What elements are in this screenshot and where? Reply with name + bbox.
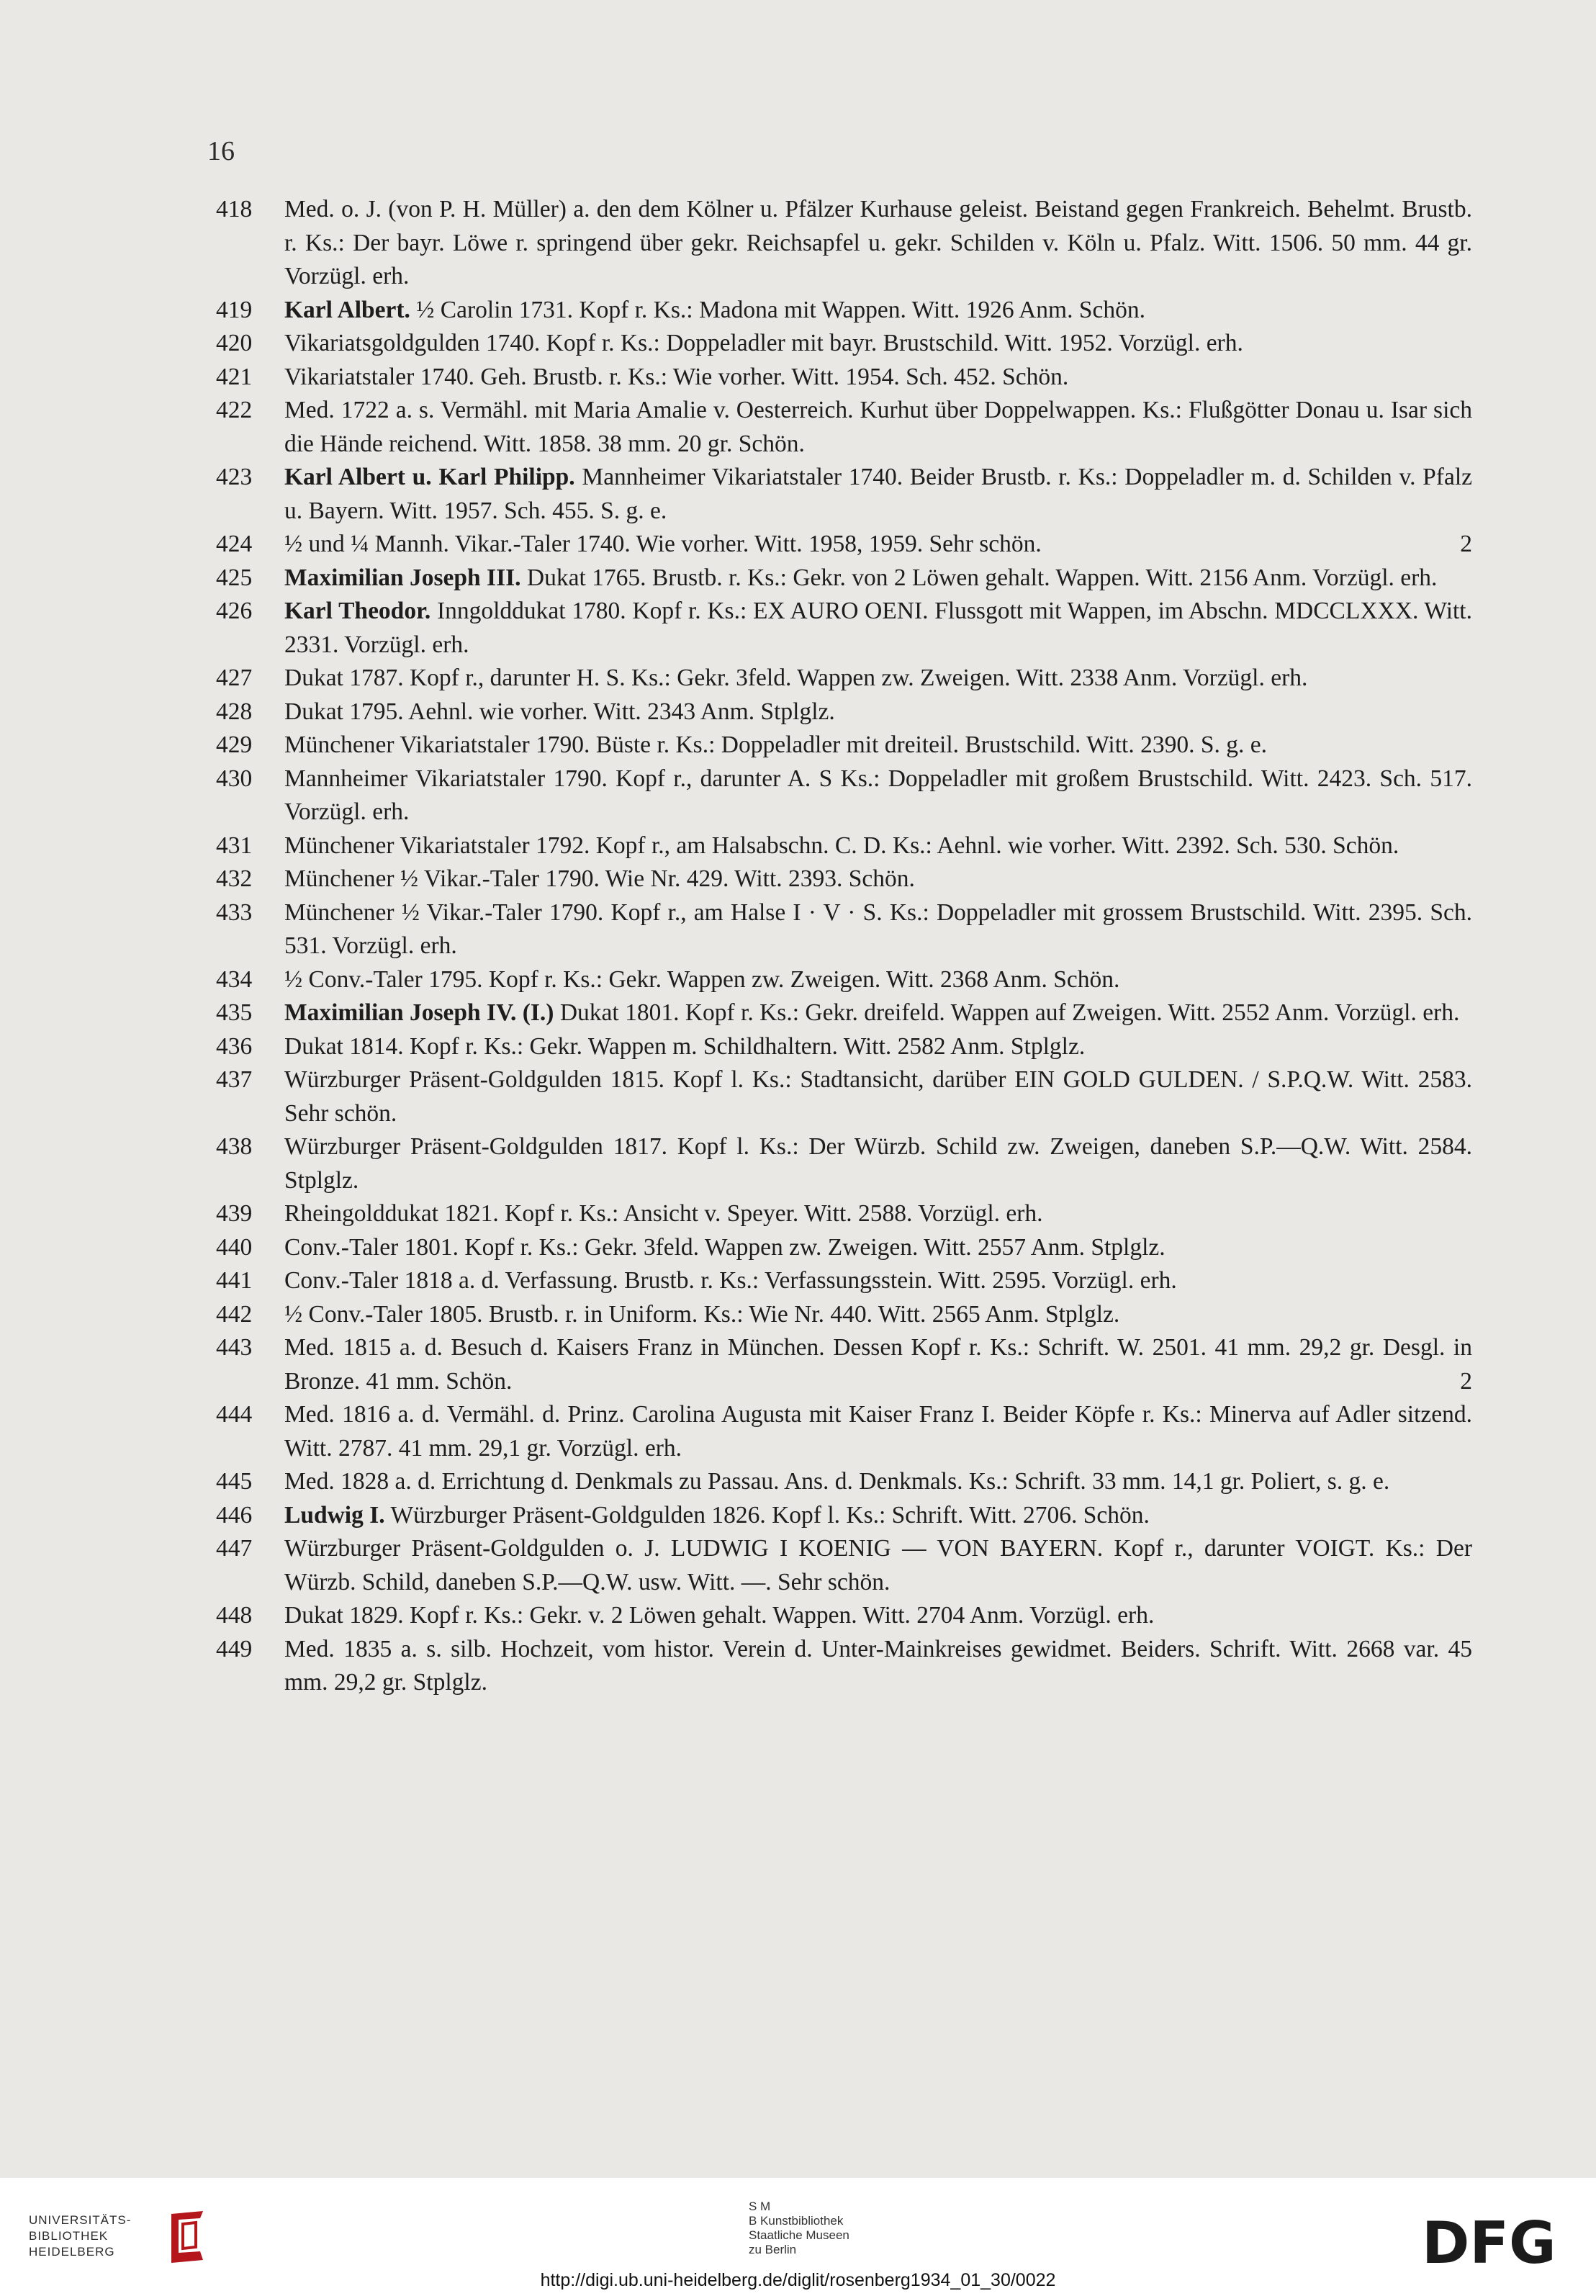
entry-number: 438 [216, 1133, 253, 1160]
entry-number: 431 [216, 832, 253, 859]
entry-number: 447 [216, 1535, 253, 1562]
entry-number: 429 [216, 731, 253, 758]
entry-description: Dukat 1814. Kopf r. Ks.: Gekr. Wappen m. Schildhaltern. Witt. 2582 Anm. Stplglz. [284, 1032, 1086, 1060]
entry-description: Conv.-Taler 1818 a. d. Verfassung. Brustb. r. Ks.: Verfassungsstein. Witt. 2595. Vorzügl. erh. [284, 1267, 1177, 1294]
entry-text [284, 394, 1472, 461]
catalog-entry [216, 829, 1472, 863]
entry-description: ½ und ¼ Mannh. Vikar.-Taler 1740. Wie vorher. Witt. 1958, 1959. Sehr schön. [284, 531, 1042, 557]
entry-text [284, 1063, 1472, 1130]
entry-number: 443 [216, 1334, 253, 1361]
entry-description: Dukat 1801. Kopf r. Ks.: Gekr. dreifeld. Wappen auf Zweigen. Witt. 2552 Anm. Vorzügl. erh. [559, 999, 1460, 1026]
entry-number: 436 [216, 1032, 253, 1060]
entry-text [284, 1298, 1472, 1332]
catalog-entry [216, 294, 1472, 328]
entry-text [284, 1030, 1472, 1064]
entry-number: 419 [216, 296, 253, 323]
university-emblem-icon [166, 2208, 209, 2266]
entry-number: 420 [216, 330, 253, 356]
catalog-entry [216, 695, 1472, 729]
catalog-entry [216, 595, 1472, 662]
entry-description: Mannheimer Vikariatstaler 1740. Beider Brustb. r. Ks.: Doppeladler m. d. Schilden v. Pfalz u. Bayern. Witt. 1957. Sch. 455. S. g. e. [284, 464, 1472, 524]
entry-description: Würzburger Präsent-Goldgulden 1815. Kopf l. Ks.: Stadtansicht, darüber EIN GOLD GULDEN. / S.P.Q.W. Witt. 2583. Sehr schön. [284, 1066, 1472, 1127]
catalog-entry [216, 361, 1472, 395]
catalog-entry [216, 1063, 1472, 1130]
catalog-entry [216, 1030, 1472, 1064]
entry-number: 427 [216, 665, 253, 691]
entry-text [284, 729, 1472, 762]
entry-text [284, 595, 1472, 662]
entry-text [284, 963, 1472, 997]
entry-description: Rheingolddukat 1821. Kopf r. Ks.: Ansicht v. Speyer. Witt. 2588. Vorzügl. erh. [284, 1200, 1043, 1227]
catalog-entry [216, 1331, 1472, 1398]
entry-description: Dukat 1787. Kopf r., darunter H. S. Ks.: Gekr. 3feld. Wappen zw. Zweigen. Witt. 2338 Anm. Vorzügl. erh. [284, 665, 1308, 691]
entry-text [284, 695, 1472, 729]
entry-number: 434 [216, 965, 253, 993]
entry-number: 428 [216, 698, 253, 725]
entry-text [284, 1331, 1472, 1398]
catalog-entry [216, 1298, 1472, 1332]
entry-text [284, 528, 1472, 562]
ruler-name: Maximilian Joseph III. [284, 564, 521, 591]
entry-text [284, 294, 1472, 328]
entry-text [284, 829, 1472, 863]
catalog-entry [216, 1499, 1472, 1533]
catalog-entry [216, 729, 1472, 762]
entry-description: ½ Carolin 1731. Kopf r. Ks.: Madona mit Wappen. Witt. 1926 Anm. Schön. [416, 296, 1145, 323]
entry-text [284, 1231, 1472, 1265]
entry-description: ½ Conv.-Taler 1805. Brustb. r. in Uniform. Ks.: Wie Nr. 440. Witt. 2565 Anm. Stplglz. [284, 1300, 1120, 1328]
university-library-text: UNIVERSITÄTS- BIBLIOTHEK HEIDELBERG [29, 2213, 132, 2259]
entry-number: 446 [216, 1501, 253, 1529]
university-library-logo[interactable] [29, 2208, 202, 2273]
entry-number: 439 [216, 1200, 253, 1227]
ruler-name: Ludwig I. [284, 1501, 385, 1529]
catalog-entry [216, 394, 1472, 461]
entry-number: 444 [216, 1401, 253, 1428]
catalog-entry [216, 528, 1472, 562]
entry-number: 432 [216, 865, 253, 892]
entry-description: Vikariatsgoldgulden 1740. Kopf r. Ks.: Doppeladler mit bayr. Brustschild. Witt. 1952. Vorzügl. erh. [284, 330, 1243, 356]
entry-text [284, 996, 1472, 1030]
entry-description: Würzburger Präsent-Goldgulden 1817. Kopf l. Ks.: Der Würzb. Schild zw. Zweigen, daneben S.P.—Q.W. Witt. 2584. Stplglz. [284, 1133, 1472, 1194]
svg-text:DFG: DFG [1422, 2212, 1556, 2270]
catalog-entry [216, 1264, 1472, 1298]
catalog-entry [216, 762, 1472, 829]
entry-description: Inngolddukat 1780. Kopf r. Ks.: EX AURO OENI. Flussgott mit Wappen, im Abschn. MDCCLXXX. Witt. 2331. Vorzügl. erh. [284, 598, 1472, 658]
entry-number: 433 [216, 899, 253, 926]
catalog-entry [216, 1398, 1472, 1465]
entry-text [284, 1532, 1472, 1599]
entry-number: 422 [216, 397, 253, 423]
catalog-entry [216, 662, 1472, 695]
entry-number: 441 [216, 1267, 253, 1294]
entry-text [284, 1197, 1472, 1231]
entry-number: 435 [216, 999, 253, 1026]
entry-number: 424 [216, 531, 253, 557]
entry-description: Würzburger Präsent-Goldgulden o. J. LUDWIG I KOENIG — VON BAYERN. Kopf r., darunter VOIGT. Ks.: Der Würzb. Schild, daneben S.P.—Q.W. usw. Witt. —. Sehr schön. [284, 1535, 1472, 1595]
entry-description: Med. 1835 a. s. silb. Hochzeit, vom histor. Verein d. Unter-Mainkreises gewidmet. Beiders. Schrift. Witt. 2668 var. 45 mm. 29,2 gr. Stplglz. [284, 1635, 1472, 1696]
entry-number: 423 [216, 464, 253, 490]
entry-description: Med. 1815 a. d. Besuch d. Kaisers Franz in München. Dessen Kopf r. Ks.: Schrift. W. 2501. 41 mm. 29,2 gr. Desgl. in Bronze. 41 mm. Schön. [284, 1334, 1472, 1395]
entry-text [284, 1264, 1472, 1298]
entry-description: Münchener ½ Vikar.-Taler 1790. Wie Nr. 429. Witt. 2393. Schön. [284, 865, 915, 892]
entry-number: 445 [216, 1468, 253, 1495]
catalog-entry [216, 963, 1472, 997]
entry-description: Dukat 1829. Kopf r. Ks.: Gekr. v. 2 Löwen gehalt. Wappen. Witt. 2704 Anm. Vorzügl. erh. [284, 1602, 1155, 1629]
entry-text [284, 762, 1472, 829]
catalog-entry [216, 863, 1472, 896]
entry-number: 426 [216, 598, 253, 624]
catalog-entry [216, 1599, 1472, 1633]
catalog-entry [216, 461, 1472, 528]
catalog-entry [216, 1465, 1472, 1499]
ruler-name: Karl Theodor. [284, 598, 431, 624]
entry-description: Med. o. J. (von P. H. Müller) a. den dem Kölner u. Pfälzer Kurhause geleist. Beistand gegen Frankreich. Behelmt. Brustb. r. Ks.: Der bayr. Löwe r. springend über gekr. Reichsapfel u. gekr. Schilden v. Köln u. Pfalz. Witt. 1506. 50 mm. 44 gr. Vorzügl. erh. [284, 196, 1472, 289]
catalog-entries [216, 193, 1472, 1700]
entry-description: Med. 1828 a. d. Errichtung d. Denkmals zu Passau. Ans. d. Denkmals. Ks.: Schrift. 33 mm. 14,1 gr. Poliert, s. g. e. [284, 1468, 1390, 1495]
entry-text [284, 1633, 1472, 1700]
entry-text [284, 461, 1472, 528]
ruler-name: Maximilian Joseph IV. (I.) [284, 999, 554, 1026]
catalog-entry [216, 996, 1472, 1030]
entry-description: Vikariatstaler 1740. Geh. Brustb. r. Ks.: Wie vorher. Witt. 1954. Sch. 452. Schön. [284, 363, 1069, 390]
entry-number: 425 [216, 564, 253, 591]
entry-number: 449 [216, 1635, 253, 1662]
entry-number: 418 [216, 196, 253, 222]
entry-number: 440 [216, 1233, 253, 1261]
entry-description: Dukat 1795. Aehnl. wie vorher. Witt. 2343 Anm. Stplglz. [284, 698, 835, 725]
entry-number: 448 [216, 1602, 253, 1629]
entry-description: Mannheimer Vikariatstaler 1790. Kopf r., darunter A. S Ks.: Doppeladler mit großem Brustschild. Witt. 2423. Sch. 517. Vorzügl. erh. [284, 765, 1472, 825]
catalog-entry [216, 1197, 1472, 1231]
entry-description: Münchener Vikariatstaler 1790. Büste r. Ks.: Doppeladler mit dreiteil. Brustschild. Witt. 2390. S. g. e. [284, 731, 1267, 758]
entry-text [284, 1465, 1472, 1499]
entry-description: Würzburger Präsent-Goldgulden 1826. Kopf l. Ks.: Schrift. Witt. 2706. Schön. [390, 1501, 1150, 1529]
ruler-name: Karl Albert. [284, 296, 410, 323]
entry-description: Med. 1722 a. s. Vermähl. mit Maria Amalie v. Oesterreich. Kurhut über Doppelwappen. Ks.: Flußgötter Donau u. Isar sich die Hände reichend. Witt. 1858. 38 mm. 20 gr. Schön. [284, 397, 1472, 457]
entry-text [284, 896, 1472, 963]
quantity-note: 2 [1460, 1367, 1472, 1395]
entry-text [284, 327, 1472, 361]
permalink-url[interactable]: http://digi.ub.uni-heidelberg.de/diglit/rosenberg1934_01_30/0022 [540, 2270, 1056, 2290]
quantity-note: 2 [1460, 531, 1472, 557]
entry-description: Conv.-Taler 1801. Kopf r. Ks.: Gekr. 3feld. Wappen zw. Zweigen. Witt. 2557 Anm. Stplglz. [284, 1233, 1166, 1261]
catalog-entry [216, 896, 1472, 963]
catalog-entry [216, 1231, 1472, 1265]
library-stamp: S M B Kunstbibliothek Staatliche Museen zu Berlin [749, 2200, 849, 2256]
entry-number: 430 [216, 765, 253, 792]
entry-number: 442 [216, 1300, 253, 1328]
page-number: 16 [207, 136, 235, 166]
catalog-entry [216, 193, 1472, 294]
entry-description: Münchener ½ Vikar.-Taler 1790. Kopf r., am Halse I · V · S. Ks.: Doppeladler mit grossem Brustschild. Witt. 2395. Sch. 531. Vorzügl. erh. [284, 899, 1472, 959]
catalog-entry [216, 1633, 1472, 1700]
catalog-entry [216, 562, 1472, 595]
entry-description: Dukat 1765. Brustb. r. Ks.: Gekr. von 2 Löwen gehalt. Wappen. Witt. 2156 Anm. Vorzügl. erh. [526, 564, 1438, 591]
ruler-name: Karl Albert u. Karl Philipp. [284, 464, 575, 490]
viewer-footer [0, 2178, 1596, 2296]
entry-text [284, 863, 1472, 896]
catalog-entry [216, 327, 1472, 361]
catalog-entry [216, 1130, 1472, 1197]
entry-text [284, 1130, 1472, 1197]
entry-description: Med. 1816 a. d. Vermähl. d. Prinz. Carolina Augusta mit Kaiser Franz I. Beider Köpfe r. Ks.: Minerva auf Adler sitzend. Witt. 2787. 41 mm. 29,1 gr. Vorzügl. erh. [284, 1401, 1472, 1462]
entry-number: 421 [216, 363, 253, 390]
entry-text [284, 1599, 1472, 1633]
dfg-logo[interactable] [1422, 2212, 1566, 2270]
entry-number: 437 [216, 1066, 253, 1093]
entry-text [284, 193, 1472, 294]
entry-text [284, 1398, 1472, 1465]
entry-text [284, 662, 1472, 695]
entry-text [284, 361, 1472, 395]
entry-description: ½ Conv.-Taler 1795. Kopf r. Ks.: Gekr. Wappen zw. Zweigen. Witt. 2368 Anm. Schön. [284, 965, 1120, 993]
entry-description: Münchener Vikariatstaler 1792. Kopf r., am Halsabschn. C. D. Ks.: Aehnl. wie vorher. Witt. 2392. Sch. 530. Schön. [284, 832, 1399, 859]
entry-text [284, 1499, 1472, 1533]
entry-text [284, 562, 1472, 595]
catalog-entry [216, 1532, 1472, 1599]
